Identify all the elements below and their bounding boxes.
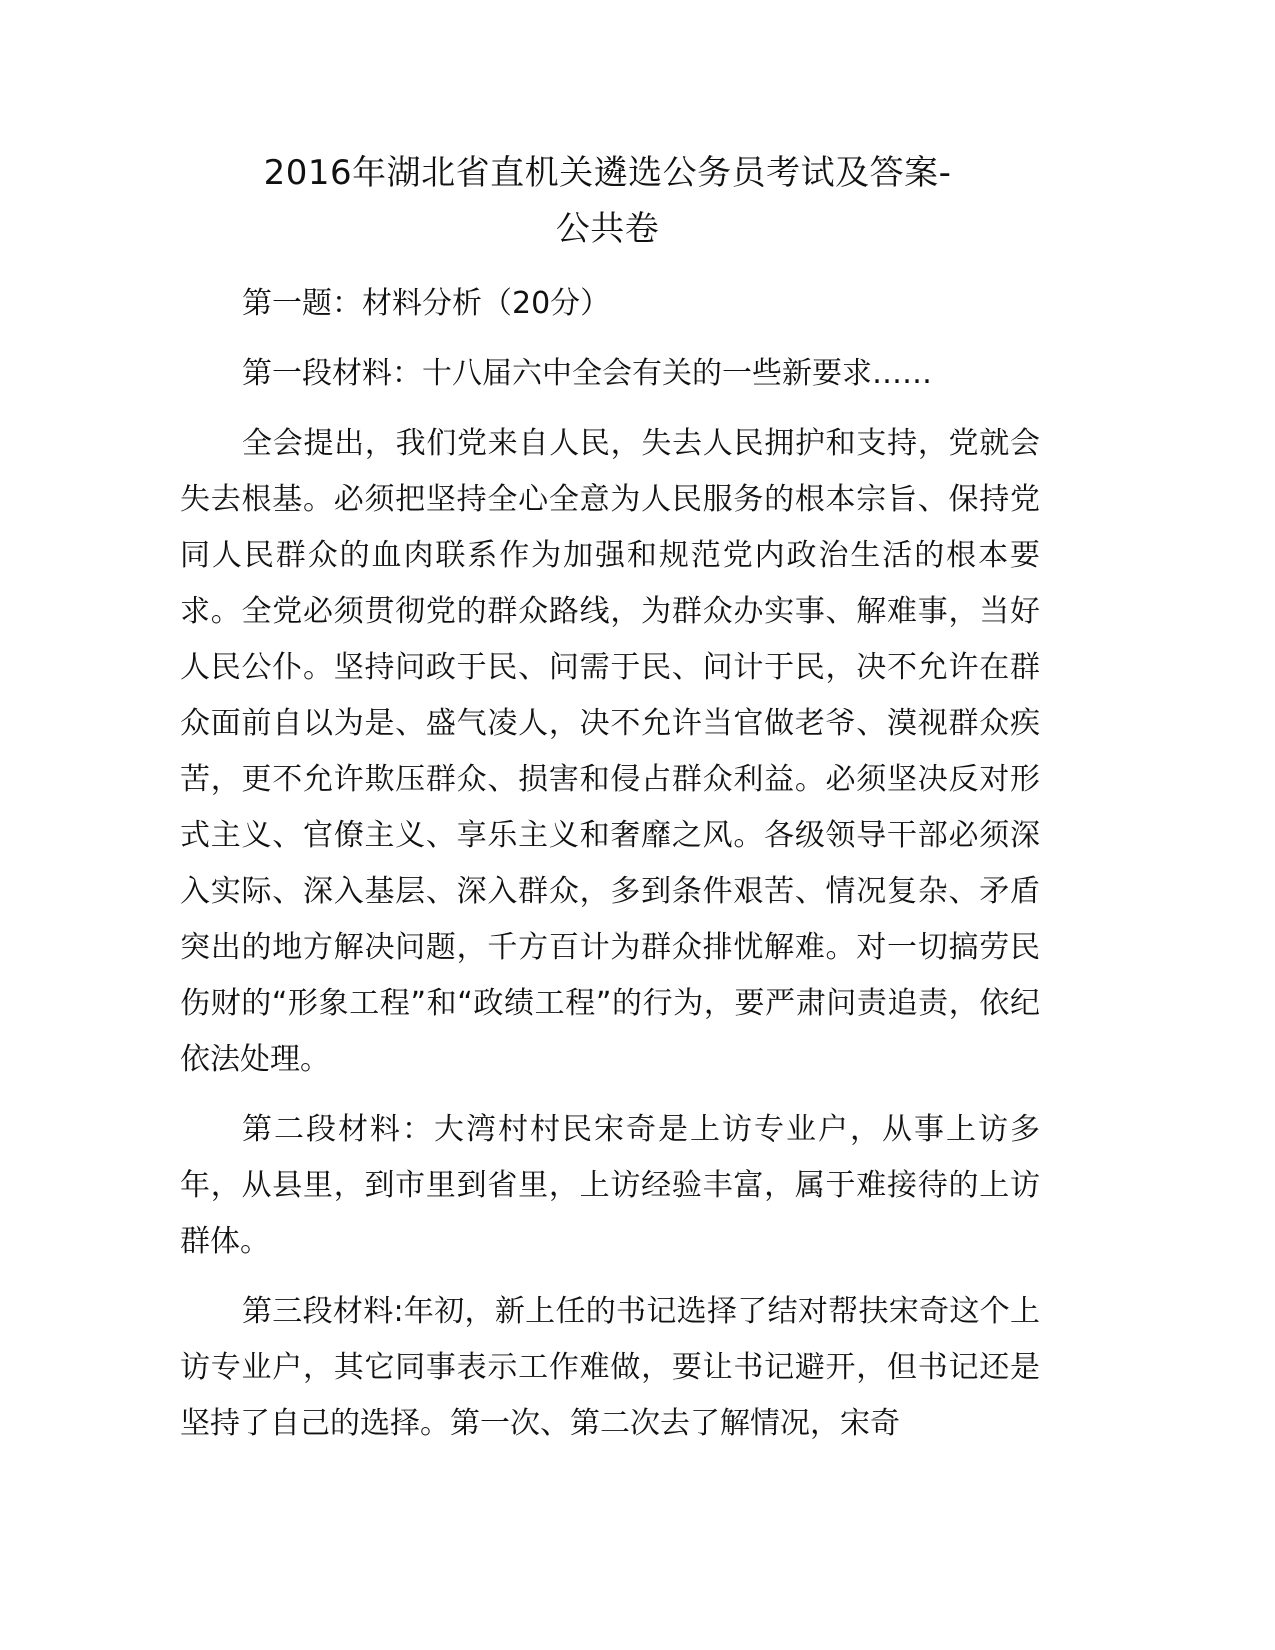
material-1-text: 全会提出，我们党来自人民，失去人民拥护和支持，党就会失去根基。必须把坚持全心全意为人民服务的根本宗旨、保持党同人民群众的血肉联系作为加强和规范党内政治生活的根本要求。全党必须贯彻党的群众路线，为群众办实事、解难事，当好人民公仆。坚持问政于民、问需于民、问计于民，决不允许在群众面前自以为是、盛气凌人，决不允许当官做老爷、漠视群众疾苦，更不允许欺压群众、损害和侵占群众利益。必须坚决反对形式主义、官僚主义、享乐主义和奢靡之风。各级领导干部必须深入实际、深入基层、深入群众，多到条件艰苦、情况复杂、矛盾突出的地方解决问题，千方百计为群众排忧解难。对一切搞劳民伤财的“形象工程”和“政绩工程”的行为，要严肃问责追责，依纪依法处理。	[180, 426, 1040, 1077]
question-heading: 第一题：材料分析（20分）	[242, 286, 611, 321]
material-2-text: 第二段材料：大湾村村民宋奇是上访专业户，从事上访多年，从县里，到市里到省里，上访经验丰富，属于难接待的上访群体。	[180, 1112, 1040, 1259]
material-3-text: 第三段材料:年初，新上任的书记选择了结对帮扶宋奇这个上访专业户，其它同事表示工作难做，要让书记避开，但书记还是坚持了自己的选择。第一次、第二次去了解情况，宋奇	[180, 1294, 1040, 1441]
title-line-2: 公共卷	[555, 209, 660, 249]
title-line-1: 2016年湖北省直机关遴选公务员考试及答案-	[263, 153, 952, 193]
document-title	[180, 145, 1035, 257]
document-body	[180, 276, 1040, 1466]
material-1-heading: 第一段材料：十八届六中全会有关的一些新要求……	[242, 356, 932, 391]
